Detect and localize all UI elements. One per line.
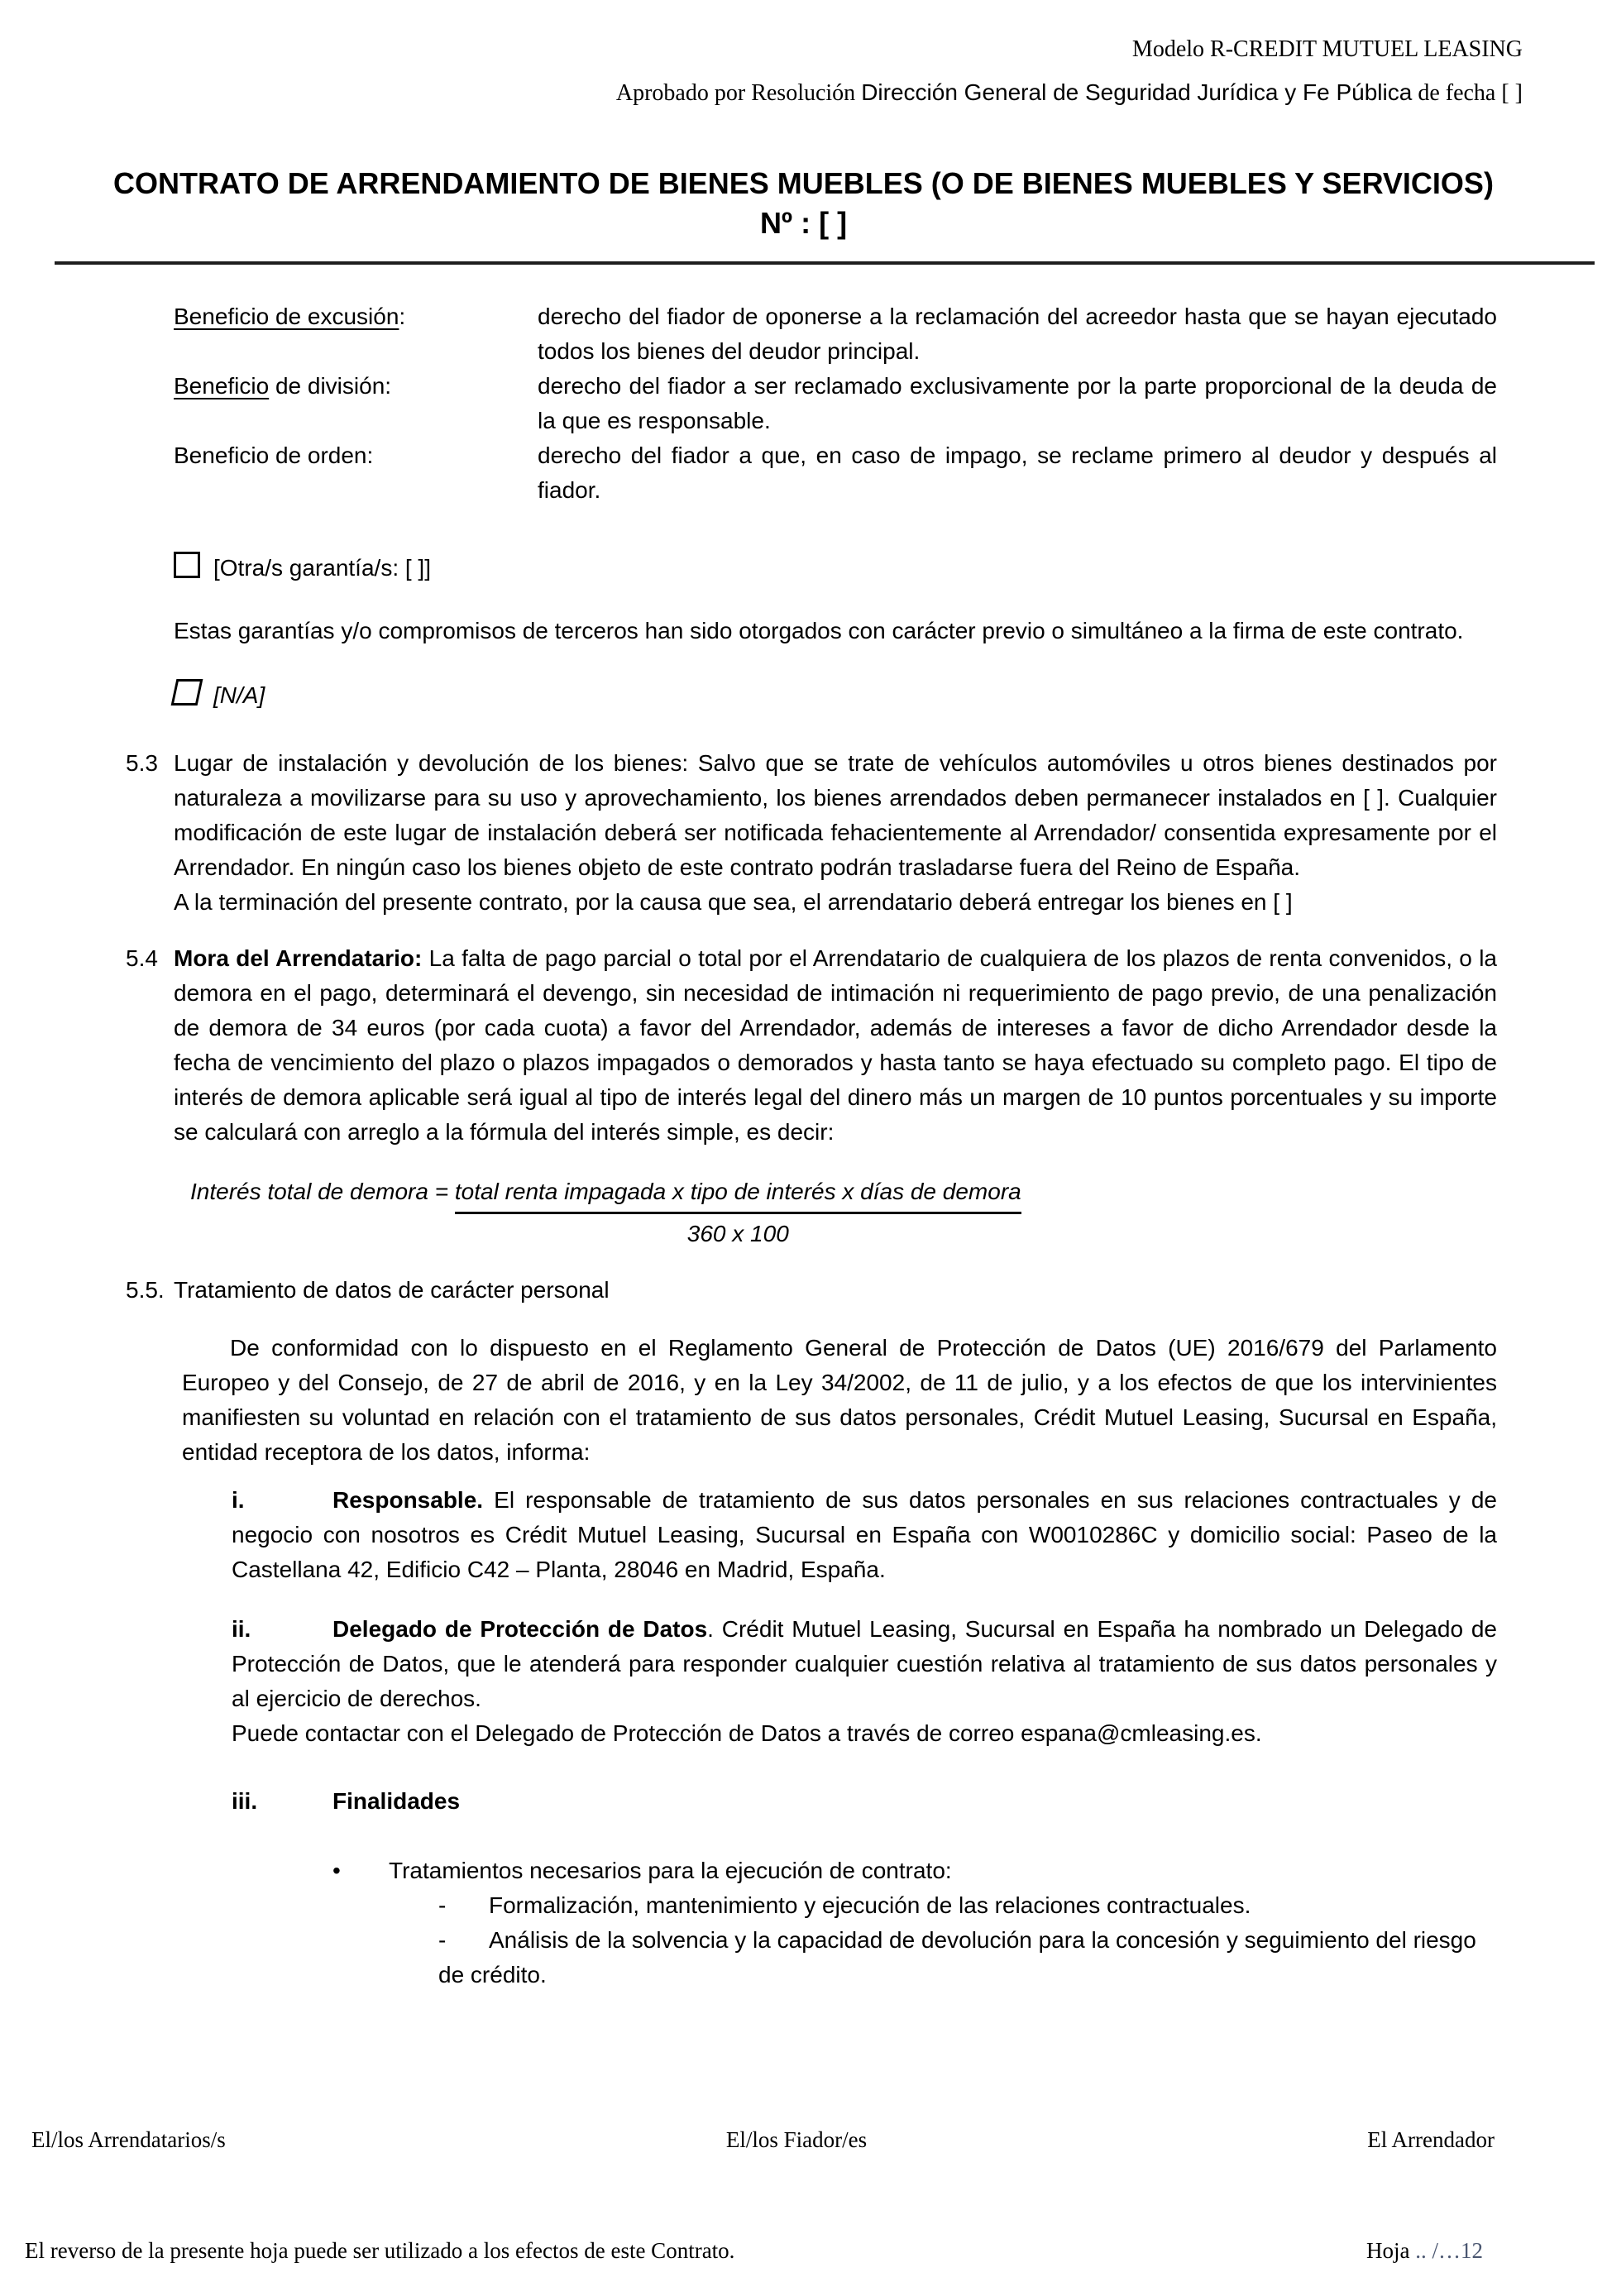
contract-number-line: Nº : [ ] [759,206,848,240]
term-rest: : [399,304,406,329]
section-5-4-text: La falta de pago parcial o total por el Arrendatario de cualquiera de los plazos de renta convenidos, o la demora en el pago, determinará el devengo, sin necesidad de intimación ni requerimiento de pago previo, de una penalización de demora de 34 euros (por cada cuota) a favor del Arrendador, además de intereses a favor de dicho Arrendador desde la fecha de vencimiento del plazo o plazos impagados o demorados y hasta tanto se haya efectuado su completo pago. El tipo de interés de demora aplicable será igual al tipo de interés legal del dinero más un margen de 10 puntos porcentuales y su importe se calculará con arreglo a la fórmula del interés simple, es decir: [174,945,1497,1145]
footer-note: El reverso de la presente hoja puede ser utilizado a los efectos de este Contrato. [25,2238,735,2263]
definition-text: derecho del fiador de oponerse a la reclamación del acreedor hasta que se hayan ejecutado todos los bienes del deudor principal. [538,304,1497,364]
sub-item-text: Formalización, mantenimiento y ejecución de las relaciones contractuales. [489,1892,1251,1918]
item-marker: i. [232,1487,245,1513]
gdpr-item-finalidades [232,1784,1497,1819]
item-title: Responsable. [332,1487,484,1513]
section-5-4-body [174,941,1497,1150]
signature-parties-row [31,2122,1495,2157]
definition-text: derecho del fiador a que, en caso de impago, se reclame primero al deudor y después al fiador. [538,442,1497,503]
formula-denominator: 360 x 100 [686,1221,789,1246]
page-footer [25,2233,1483,2268]
section-number: 5.3 [126,750,158,776]
guarantees-note: Estas garantías y/o compromisos de terceros han sido otorgados con carácter previo o simultáneo a la firma de este contrato. [174,618,1464,643]
approval-entity: Dirección General de Seguridad Jurídica y Fe Pública [861,79,1413,105]
approval-suffix: de fecha [ ] [1412,80,1523,106]
dpo-contact-line: Puede contactar con el Delegado de Protección de Datos a través de correo espana@cmleasing.es. [232,1720,1262,1746]
formula-lhs: Interés total de demora = [190,1179,455,1204]
gdpr-intro-paragraph: De conformidad con lo dispuesto en el Reglamento General de Protección de Datos (UE) 2016/679 del Parlamento Europeo y del Consejo, de 27 de abril de 2016, y en la Ley 34/2002, de 11 de julio, y a los efectos de que los intervinientes manifiesten su voluntad en relación con el tratamiento de sus datos personales, Crédit Mutuel Leasing, Sucursal en España, entidad receptora de los datos, informa: [182,1335,1497,1465]
interest-formula [190,1174,1497,1251]
purposes-label: Tratamientos necesarios para la ejecución de contrato: [389,1858,952,1883]
contract-title [0,164,1607,243]
item-title: Delegado de Protección de Datos [332,1616,708,1642]
model-line: Modelo R-CREDIT MUTUEL LEASING [1131,36,1523,62]
signature-lessees: El/los Arrendatarios/s [31,2127,226,2152]
other-guarantees-label: [Otra/s garantía/s: [ ]] [213,555,431,581]
item-marker: iii. [232,1788,258,1814]
approval-prefix: Aprobado por Resolución [615,80,862,106]
na-option [174,678,1497,713]
section-5-4-lead: Mora del Arrendatario: [174,945,423,971]
contract-title-line1: CONTRATO DE ARRENDAMIENTO DE BIENES MUEBLES (O DE BIENES MUEBLES Y SERVICIOS) [113,166,1494,200]
dash-icon: - [438,1927,447,1953]
definition-row-excusion [174,299,1497,369]
purposes-bullet-item [332,1854,1497,1888]
item-paragraph [232,1612,1497,1716]
checkbox-icon [174,552,200,578]
definition-term [174,369,538,438]
section-number: 5.5. [126,1277,165,1303]
formula-numerator: total renta impagada x tipo de interés x días de demora [455,1174,1021,1214]
gdpr-item-responsable [232,1483,1497,1587]
item-title: Finalidades [332,1788,461,1814]
definition-row-division [174,369,1497,438]
document-header [616,28,1523,115]
checkbox-icon [171,679,203,706]
section-5-5-heading: Tratamiento de datos de carácter personal [174,1277,610,1303]
section-5-3-body2: A la terminación del presente contrato, por la causa que sea, el arrendatario deberá entregar los bienes en [ ] [174,889,1293,915]
signature-guarantors: El/los Fiador/es [725,2127,868,2152]
term-underlined: Beneficio de excusión [174,304,399,329]
section-number: 5.4 [126,945,158,971]
formula-fraction [455,1174,1021,1251]
definition-row-orden [174,438,1497,508]
approval-line [616,71,1523,115]
title-divider [55,261,1595,265]
gdpr-item-dpo [232,1612,1497,1751]
page-number-value: .. /…12 [1415,2238,1483,2263]
section-5-5 [126,1273,1497,1308]
sub-item-text: Análisis de la solvencia y la capacidad de devolución para la concesión y seguimiento del riesgo de crédito. [438,1927,1476,1987]
contract-body [126,299,1497,1992]
section-5-4 [126,941,1497,1150]
item-marker: ii. [232,1616,251,1642]
dash-icon: - [438,1892,447,1918]
page-number-label: Hoja [1366,2238,1416,2263]
purposes-sub-item [438,1923,1497,1992]
other-guarantees-option [174,551,1497,586]
item-body: . Crédit Mutuel Leasing, Sucursal en España ha nombrado un Delegado de Protección de Datos, que le atenderá para responder cualquier cuestión relativa al tratamiento de sus datos personales y al ejercicio de derechos. [232,1616,1497,1711]
purposes-sub-item [438,1888,1497,1923]
term-underlined: Beneficio [174,373,270,399]
term-rest: Beneficio de orden: [174,442,374,468]
definition-term [174,299,538,369]
section-5-3 [126,746,1497,920]
page-number [1366,2233,1483,2268]
definition-text: derecho del fiador a ser reclamado exclusivamente por la parte proporcional de la deuda de la que es responsable. [538,373,1497,433]
item-body: El responsable de tratamiento de sus datos personales en sus relaciones contractuales y de negocio con nosotros es Crédit Mutuel Leasing, Sucursal en España con W0010286C y domicilio social: Paseo de la Castellana 42, Edificio C42 – Planta, 28046 en Madrid, España. [232,1487,1497,1582]
na-label: [N/A] [213,682,265,708]
bullet-icon: • [332,1858,341,1883]
term-rest: de división: [269,373,392,399]
definition-term [174,438,538,508]
section-5-3-body: Lugar de instalación y devolución de los bienes: Salvo que se trate de vehículos automóviles u otros bienes destinados por naturaleza a movilizarse para su uso y aprovechamiento, los bienes arrendados deben permanecer instalados en [ ]. Cualquier modificación de este lugar de instalación deberá ser notificada fehacientemente al Arrendador/ consentida expresamente por el Arrendador. En ningún caso los bienes objeto de este contrato podrán trasladarse fuera del Reino de España. [174,750,1497,880]
signature-lessor: El Arrendador [1367,2127,1495,2152]
